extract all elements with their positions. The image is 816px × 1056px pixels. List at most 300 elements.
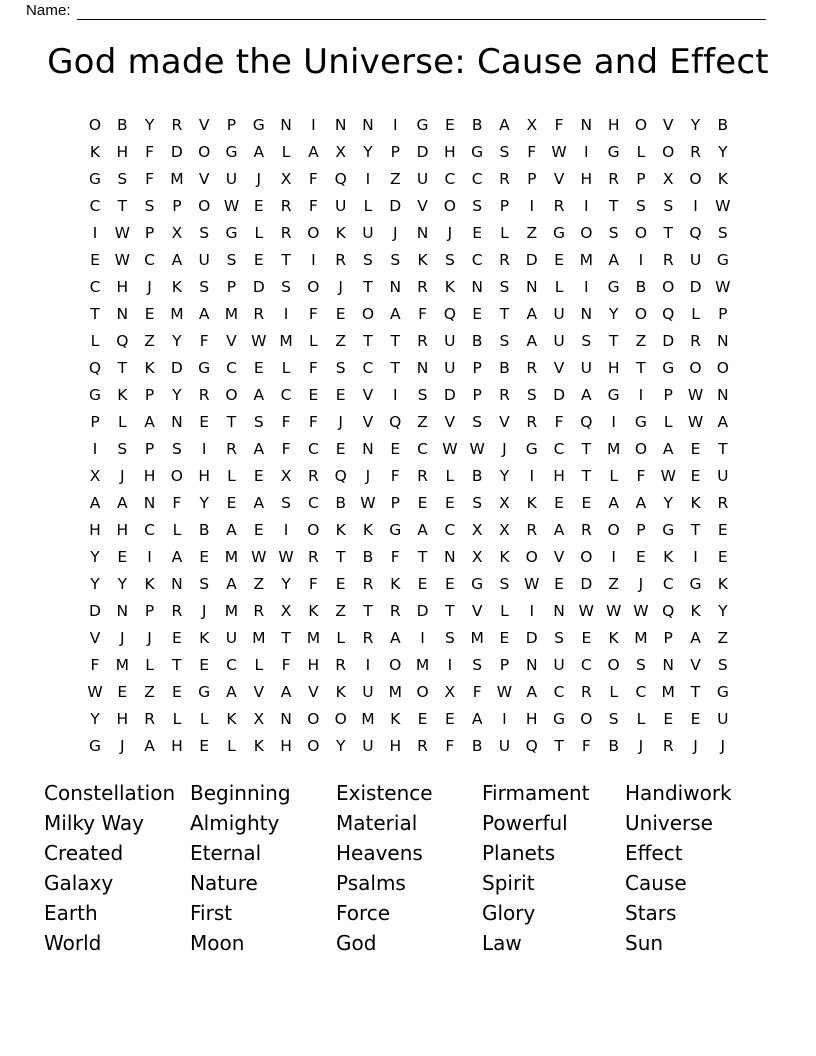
- grid-cell[interactable]: W: [715, 278, 731, 296]
- grid-cell[interactable]: R: [417, 737, 428, 755]
- grid-cell[interactable]: W: [251, 332, 267, 350]
- grid-cell[interactable]: R: [580, 683, 592, 701]
- grid-cell[interactable]: U: [362, 224, 374, 242]
- grid-cell[interactable]: F: [445, 737, 455, 755]
- grid-cell[interactable]: N: [389, 278, 402, 296]
- grid-cell[interactable]: E: [90, 251, 100, 269]
- grid-cell[interactable]: F: [308, 170, 318, 188]
- grid-cell[interactable]: S: [717, 224, 728, 242]
- grid-cell[interactable]: E: [444, 710, 455, 728]
- grid-cell[interactable]: O: [389, 656, 402, 674]
- grid-cell[interactable]: X: [280, 602, 292, 620]
- grid-cell[interactable]: G: [88, 737, 101, 755]
- grid-cell[interactable]: O: [198, 143, 211, 161]
- grid-cell[interactable]: E: [199, 737, 210, 755]
- grid-cell[interactable]: C: [307, 440, 319, 458]
- grid-cell[interactable]: D: [252, 278, 265, 296]
- grid-cell[interactable]: E: [117, 683, 128, 701]
- grid-cell[interactable]: L: [309, 332, 318, 350]
- grid-cell[interactable]: O: [525, 548, 538, 566]
- grid-cell[interactable]: E: [663, 710, 674, 728]
- grid-cell[interactable]: I: [92, 440, 98, 458]
- grid-cell[interactable]: S: [499, 575, 510, 593]
- grid-cell[interactable]: T: [608, 197, 619, 215]
- grid-cell[interactable]: O: [634, 440, 648, 458]
- grid-cell[interactable]: R: [690, 143, 701, 161]
- grid-cell[interactable]: I: [529, 602, 535, 620]
- grid-cell[interactable]: N: [580, 116, 593, 134]
- grid-cell[interactable]: V: [89, 629, 101, 647]
- grid-cell[interactable]: S: [199, 224, 210, 242]
- grid-cell[interactable]: R: [226, 440, 237, 458]
- grid-cell[interactable]: E: [253, 359, 264, 377]
- grid-cell[interactable]: P: [527, 170, 537, 188]
- grid-cell[interactable]: R: [171, 602, 183, 620]
- grid-cell[interactable]: K: [499, 548, 510, 566]
- grid-cell[interactable]: S: [253, 413, 264, 431]
- grid-cell[interactable]: K: [171, 278, 182, 296]
- grid-cell[interactable]: T: [281, 251, 291, 269]
- grid-cell[interactable]: L: [199, 710, 209, 728]
- grid-cell[interactable]: S: [335, 359, 346, 377]
- grid-cell[interactable]: J: [392, 224, 398, 242]
- grid-cell[interactable]: J: [147, 629, 152, 647]
- grid-cell[interactable]: F: [636, 467, 646, 485]
- grid-cell[interactable]: V: [553, 548, 565, 566]
- grid-cell[interactable]: V: [362, 386, 374, 404]
- grid-cell[interactable]: S: [281, 494, 291, 512]
- grid-cell[interactable]: G: [225, 143, 238, 161]
- grid-cell[interactable]: Y: [117, 575, 128, 593]
- grid-cell[interactable]: Z: [389, 170, 401, 188]
- grid-cell[interactable]: N: [580, 305, 593, 323]
- grid-cell[interactable]: G: [689, 575, 702, 593]
- grid-cell[interactable]: B: [471, 332, 483, 350]
- grid-cell[interactable]: I: [392, 116, 398, 134]
- word-list-item[interactable]: Beginning: [190, 781, 291, 805]
- grid-cell[interactable]: H: [198, 467, 211, 485]
- grid-cell[interactable]: H: [116, 521, 129, 539]
- grid-cell[interactable]: G: [607, 386, 620, 404]
- grid-cell[interactable]: A: [389, 629, 401, 647]
- grid-cell[interactable]: I: [283, 521, 289, 539]
- grid-cell[interactable]: A: [635, 494, 647, 512]
- grid-cell[interactable]: E: [335, 305, 346, 323]
- grid-cell[interactable]: R: [171, 116, 183, 134]
- grid-cell[interactable]: G: [607, 143, 620, 161]
- grid-cell[interactable]: O: [580, 710, 593, 728]
- grid-cell[interactable]: J: [365, 467, 371, 485]
- grid-cell[interactable]: P: [172, 197, 182, 215]
- grid-cell[interactable]: K: [717, 170, 728, 188]
- grid-cell[interactable]: N: [416, 224, 429, 242]
- grid-cell[interactable]: E: [417, 710, 428, 728]
- word-list-item[interactable]: Force: [336, 901, 391, 925]
- grid-cell[interactable]: M: [224, 548, 239, 566]
- grid-cell[interactable]: W: [524, 575, 540, 593]
- grid-cell[interactable]: E: [308, 386, 319, 404]
- grid-cell[interactable]: A: [690, 629, 701, 647]
- grid-cell[interactable]: J: [338, 278, 343, 296]
- grid-cell[interactable]: U: [225, 170, 238, 188]
- grid-cell[interactable]: R: [553, 197, 565, 215]
- grid-cell[interactable]: I: [201, 440, 207, 458]
- grid-cell[interactable]: X: [499, 494, 510, 512]
- grid-cell[interactable]: A: [171, 548, 183, 566]
- grid-cell[interactable]: C: [226, 656, 237, 674]
- grid-cell[interactable]: H: [607, 359, 620, 377]
- grid-cell[interactable]: A: [253, 143, 265, 161]
- grid-cell[interactable]: C: [89, 278, 101, 296]
- grid-cell[interactable]: X: [280, 467, 292, 485]
- grid-cell[interactable]: K: [362, 521, 374, 539]
- grid-cell[interactable]: O: [307, 737, 320, 755]
- grid-cell[interactable]: T: [363, 278, 373, 296]
- grid-cell[interactable]: U: [225, 629, 238, 647]
- grid-cell[interactable]: N: [116, 305, 129, 323]
- grid-cell[interactable]: R: [253, 305, 265, 323]
- grid-cell[interactable]: T: [445, 602, 455, 620]
- grid-cell[interactable]: B: [635, 278, 647, 296]
- grid-cell[interactable]: L: [609, 683, 618, 701]
- grid-cell[interactable]: N: [471, 278, 483, 296]
- grid-cell[interactable]: T: [690, 521, 701, 539]
- grid-cell[interactable]: L: [145, 656, 154, 674]
- grid-cell[interactable]: R: [662, 737, 674, 755]
- grid-cell[interactable]: L: [636, 710, 646, 728]
- grid-cell[interactable]: C: [89, 197, 101, 215]
- word-list-item[interactable]: Moon: [190, 931, 245, 955]
- grid-cell[interactable]: Q: [525, 737, 538, 755]
- grid-cell[interactable]: Z: [144, 332, 155, 350]
- grid-cell[interactable]: T: [281, 629, 291, 647]
- grid-cell[interactable]: V: [444, 413, 456, 431]
- grid-cell[interactable]: D: [553, 386, 566, 404]
- grid-cell[interactable]: Z: [608, 575, 619, 593]
- grid-cell[interactable]: J: [338, 413, 343, 431]
- grid-cell[interactable]: Z: [635, 332, 647, 350]
- grid-cell[interactable]: J: [502, 440, 507, 458]
- grid-cell[interactable]: B: [362, 548, 374, 566]
- grid-cell[interactable]: A: [253, 386, 265, 404]
- grid-cell[interactable]: K: [144, 575, 155, 593]
- grid-cell[interactable]: O: [580, 548, 593, 566]
- grid-cell[interactable]: M: [661, 683, 675, 701]
- grid-cell[interactable]: X: [471, 521, 483, 539]
- word-list-item[interactable]: Firmament: [482, 781, 590, 805]
- grid-cell[interactable]: I: [638, 251, 644, 269]
- grid-cell[interactable]: S: [117, 170, 128, 188]
- grid-cell[interactable]: X: [444, 683, 456, 701]
- grid-cell[interactable]: S: [171, 440, 182, 458]
- grid-cell[interactable]: Z: [253, 575, 265, 593]
- grid-cell[interactable]: G: [198, 359, 211, 377]
- grid-cell[interactable]: Y: [144, 116, 155, 134]
- grid-cell[interactable]: Z: [335, 602, 346, 620]
- grid-cell[interactable]: N: [143, 494, 156, 512]
- grid-cell[interactable]: P: [144, 440, 155, 458]
- grid-cell[interactable]: E: [144, 305, 155, 323]
- grid-cell[interactable]: K: [690, 602, 701, 620]
- grid-cell[interactable]: C: [553, 440, 565, 458]
- grid-cell[interactable]: E: [690, 440, 701, 458]
- grid-cell[interactable]: V: [662, 116, 674, 134]
- grid-cell[interactable]: T: [226, 413, 237, 431]
- grid-cell[interactable]: W: [278, 548, 294, 566]
- grid-cell[interactable]: W: [114, 251, 130, 269]
- grid-cell[interactable]: J: [120, 737, 125, 755]
- grid-cell[interactable]: Z: [717, 629, 729, 647]
- grid-cell[interactable]: L: [254, 224, 264, 242]
- grid-cell[interactable]: A: [581, 386, 592, 404]
- grid-cell[interactable]: C: [662, 575, 674, 593]
- grid-cell[interactable]: U: [362, 737, 374, 755]
- grid-cell[interactable]: F: [308, 197, 318, 215]
- grid-cell[interactable]: Q: [443, 305, 456, 323]
- grid-cell[interactable]: E: [581, 629, 592, 647]
- grid-cell[interactable]: U: [717, 710, 729, 728]
- grid-cell[interactable]: F: [145, 170, 155, 188]
- grid-cell[interactable]: D: [443, 386, 456, 404]
- grid-cell[interactable]: B: [471, 116, 483, 134]
- grid-cell[interactable]: G: [634, 413, 647, 431]
- grid-cell[interactable]: C: [362, 359, 374, 377]
- grid-cell[interactable]: J: [120, 629, 125, 647]
- grid-cell[interactable]: J: [638, 575, 644, 593]
- grid-cell[interactable]: A: [662, 440, 674, 458]
- grid-cell[interactable]: M: [170, 170, 184, 188]
- grid-cell[interactable]: D: [416, 143, 429, 161]
- grid-cell[interactable]: W: [687, 413, 704, 431]
- grid-cell[interactable]: T: [90, 305, 100, 323]
- grid-cell[interactable]: W: [469, 440, 485, 458]
- grid-cell[interactable]: C: [444, 521, 456, 539]
- grid-cell[interactable]: B: [471, 467, 483, 485]
- grid-cell[interactable]: G: [662, 521, 675, 539]
- grid-cell[interactable]: C: [280, 386, 292, 404]
- grid-cell[interactable]: K: [199, 629, 210, 647]
- grid-cell[interactable]: E: [253, 467, 264, 485]
- grid-cell[interactable]: G: [553, 224, 566, 242]
- grid-cell[interactable]: M: [224, 602, 239, 620]
- word-list-item[interactable]: Heavens: [336, 841, 423, 865]
- grid-cell[interactable]: K: [253, 737, 264, 755]
- grid-cell[interactable]: C: [444, 170, 456, 188]
- grid-cell[interactable]: O: [307, 521, 320, 539]
- grid-cell[interactable]: F: [199, 332, 209, 350]
- grid-cell[interactable]: H: [171, 737, 183, 755]
- grid-cell[interactable]: R: [144, 710, 155, 728]
- grid-cell[interactable]: B: [471, 737, 483, 755]
- grid-cell[interactable]: M: [579, 251, 594, 269]
- grid-cell[interactable]: G: [716, 683, 729, 701]
- grid-cell[interactable]: T: [335, 548, 346, 566]
- grid-cell[interactable]: P: [472, 386, 482, 404]
- grid-cell[interactable]: E: [199, 656, 210, 674]
- word-list-item[interactable]: Galaxy: [44, 871, 114, 895]
- grid-cell[interactable]: H: [553, 467, 565, 485]
- grid-cell[interactable]: C: [553, 683, 565, 701]
- grid-cell[interactable]: R: [499, 170, 510, 188]
- grid-cell[interactable]: I: [611, 548, 616, 566]
- word-list-item[interactable]: Created: [44, 841, 124, 865]
- grid-cell[interactable]: W: [551, 143, 567, 161]
- grid-cell[interactable]: E: [444, 116, 455, 134]
- grid-cell[interactable]: R: [280, 197, 292, 215]
- grid-cell[interactable]: O: [634, 116, 648, 134]
- grid-cell[interactable]: J: [147, 278, 152, 296]
- grid-cell[interactable]: O: [634, 305, 648, 323]
- grid-cell[interactable]: S: [636, 656, 646, 674]
- word-list-item[interactable]: Universe: [625, 811, 713, 835]
- grid-cell[interactable]: M: [279, 332, 293, 350]
- grid-cell[interactable]: V: [198, 170, 210, 188]
- grid-cell[interactable]: R: [526, 359, 538, 377]
- grid-cell[interactable]: E: [226, 494, 237, 512]
- grid-cell[interactable]: F: [308, 575, 318, 593]
- grid-cell[interactable]: W: [660, 467, 676, 485]
- grid-cell[interactable]: T: [690, 683, 701, 701]
- grid-cell[interactable]: D: [170, 359, 183, 377]
- grid-cell[interactable]: D: [89, 602, 101, 620]
- grid-cell[interactable]: X: [335, 143, 346, 161]
- grid-cell[interactable]: A: [226, 521, 237, 539]
- grid-cell[interactable]: N: [116, 602, 129, 620]
- grid-cell[interactable]: U: [416, 170, 429, 188]
- grid-cell[interactable]: O: [662, 278, 675, 296]
- grid-cell[interactable]: X: [526, 116, 538, 134]
- grid-cell[interactable]: O: [307, 710, 320, 728]
- grid-cell[interactable]: Z: [526, 224, 538, 242]
- grid-cell[interactable]: L: [554, 278, 564, 296]
- grid-cell[interactable]: E: [253, 197, 264, 215]
- grid-cell[interactable]: E: [472, 305, 483, 323]
- grid-cell[interactable]: I: [584, 143, 589, 161]
- grid-cell[interactable]: P: [226, 278, 237, 296]
- word-list-item[interactable]: Psalms: [336, 871, 406, 895]
- grid-cell[interactable]: H: [143, 467, 156, 485]
- grid-cell[interactable]: I: [584, 197, 589, 215]
- grid-cell[interactable]: N: [334, 116, 347, 134]
- grid-cell[interactable]: J: [447, 224, 453, 242]
- grid-cell[interactable]: N: [362, 116, 374, 134]
- grid-cell[interactable]: S: [554, 629, 564, 647]
- grid-cell[interactable]: I: [365, 656, 371, 674]
- grid-cell[interactable]: R: [253, 602, 265, 620]
- grid-cell[interactable]: T: [554, 737, 564, 755]
- word-list-item[interactable]: Planets: [482, 841, 556, 865]
- grid-cell[interactable]: W: [605, 602, 622, 620]
- grid-cell[interactable]: L: [90, 332, 100, 350]
- grid-cell[interactable]: U: [689, 251, 702, 269]
- word-list-item[interactable]: Earth: [44, 901, 98, 925]
- grid-cell[interactable]: N: [525, 656, 538, 674]
- grid-cell[interactable]: O: [662, 143, 675, 161]
- grid-cell[interactable]: H: [444, 143, 456, 161]
- grid-cell[interactable]: H: [307, 656, 320, 674]
- grid-cell[interactable]: N: [525, 278, 538, 296]
- grid-cell[interactable]: W: [251, 548, 267, 566]
- grid-cell[interactable]: E: [499, 629, 510, 647]
- grid-cell[interactable]: Y: [281, 575, 291, 593]
- grid-cell[interactable]: S: [581, 332, 592, 350]
- grid-cell[interactable]: F: [281, 440, 291, 458]
- grid-cell[interactable]: S: [499, 278, 510, 296]
- grid-cell[interactable]: M: [415, 656, 430, 674]
- grid-cell[interactable]: E: [472, 224, 483, 242]
- grid-cell[interactable]: B: [116, 116, 128, 134]
- grid-cell[interactable]: I: [584, 278, 589, 296]
- grid-cell[interactable]: S: [499, 143, 510, 161]
- grid-cell[interactable]: J: [201, 602, 207, 620]
- grid-cell[interactable]: I: [529, 197, 535, 215]
- grid-cell[interactable]: R: [198, 386, 210, 404]
- grid-cell[interactable]: E: [335, 440, 346, 458]
- grid-cell[interactable]: C: [307, 494, 319, 512]
- grid-cell[interactable]: S: [499, 332, 510, 350]
- grid-cell[interactable]: O: [170, 467, 183, 485]
- grid-cell[interactable]: J: [256, 170, 262, 188]
- grid-cell[interactable]: A: [144, 737, 155, 755]
- grid-cell[interactable]: V: [553, 359, 565, 377]
- grid-cell[interactable]: W: [114, 224, 130, 242]
- grid-cell[interactable]: A: [608, 251, 619, 269]
- grid-cell[interactable]: B: [717, 116, 729, 134]
- grid-cell[interactable]: S: [472, 656, 483, 674]
- grid-cell[interactable]: Q: [389, 413, 402, 431]
- grid-cell[interactable]: E: [171, 629, 182, 647]
- grid-cell[interactable]: J: [693, 737, 698, 755]
- grid-cell[interactable]: R: [307, 467, 319, 485]
- grid-cell[interactable]: P: [499, 197, 510, 215]
- grid-cell[interactable]: O: [198, 197, 211, 215]
- grid-cell[interactable]: U: [580, 359, 593, 377]
- grid-cell[interactable]: O: [88, 116, 102, 134]
- grid-cell[interactable]: H: [280, 737, 292, 755]
- grid-cell[interactable]: C: [580, 656, 592, 674]
- grid-cell[interactable]: A: [308, 143, 319, 161]
- grid-cell[interactable]: S: [608, 224, 619, 242]
- grid-cell[interactable]: Y: [90, 548, 100, 566]
- grid-cell[interactable]: F: [527, 143, 537, 161]
- grid-cell[interactable]: F: [308, 359, 318, 377]
- grid-cell[interactable]: Y: [199, 494, 209, 512]
- grid-cell[interactable]: N: [171, 575, 183, 593]
- grid-cell[interactable]: M: [170, 305, 184, 323]
- word-list-item[interactable]: God: [336, 931, 377, 955]
- grid-cell[interactable]: T: [390, 332, 400, 350]
- grid-cell[interactable]: D: [689, 278, 702, 296]
- grid-cell[interactable]: A: [171, 251, 183, 269]
- grid-cell[interactable]: M: [306, 629, 321, 647]
- grid-cell[interactable]: A: [499, 116, 510, 134]
- grid-cell[interactable]: L: [227, 467, 236, 485]
- grid-cell[interactable]: P: [499, 656, 510, 674]
- grid-cell[interactable]: R: [608, 170, 620, 188]
- grid-cell[interactable]: F: [90, 656, 100, 674]
- grid-cell[interactable]: P: [390, 143, 400, 161]
- grid-cell[interactable]: E: [554, 494, 564, 512]
- grid-cell[interactable]: I: [611, 413, 616, 431]
- grid-cell[interactable]: P: [663, 629, 673, 647]
- grid-cell[interactable]: F: [390, 467, 400, 485]
- grid-cell[interactable]: E: [417, 575, 428, 593]
- grid-cell[interactable]: C: [635, 683, 647, 701]
- grid-cell[interactable]: R: [417, 332, 428, 350]
- word-list-item[interactable]: Stars: [625, 901, 677, 925]
- grid-cell[interactable]: S: [472, 197, 483, 215]
- grid-cell[interactable]: E: [171, 683, 182, 701]
